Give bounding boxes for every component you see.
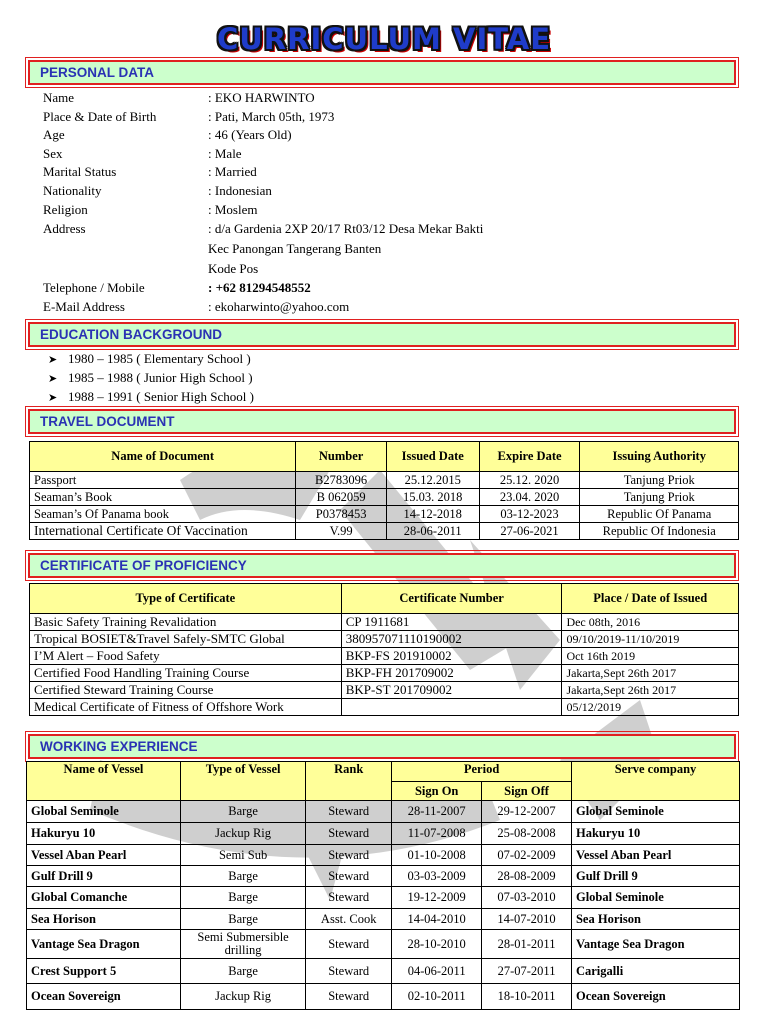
table-cell: Crest Support 5 bbox=[27, 959, 181, 984]
arrow-bullet-icon: ➤ bbox=[48, 354, 58, 366]
table-cell: B2783096 bbox=[296, 472, 386, 489]
table-cell: 03-03-2009 bbox=[392, 866, 482, 887]
table-header-row bbox=[30, 442, 739, 472]
table-cell: Jackup Rig bbox=[180, 984, 305, 1010]
table-cell: Ocean Sovereign bbox=[27, 984, 181, 1010]
section-certificate-of-proficiency: CERTIFICATE OF PROFICIENCY bbox=[28, 553, 736, 578]
table-cell: 03-12-2023 bbox=[479, 506, 580, 523]
table-cell: Certified Steward Training Course bbox=[30, 682, 342, 699]
table-cell: 04-06-2011 bbox=[392, 959, 482, 984]
personal-value: : ekoharwinto@yahoo.com bbox=[208, 299, 350, 314]
personal-value: : d/a Gardenia 2XP 20/17 Rt03/12 Desa Mekar Bakti bbox=[208, 221, 484, 236]
table-cell: Semi Sub bbox=[180, 845, 305, 866]
table-row bbox=[27, 959, 740, 984]
personal-label: Religion bbox=[43, 202, 88, 217]
table-cell: Global Seminole bbox=[27, 801, 181, 823]
table-cell: 14-07-2010 bbox=[482, 909, 572, 930]
table-cell: 01-10-2008 bbox=[392, 845, 482, 866]
personal-label: Telephone / Mobile bbox=[43, 280, 145, 295]
table-cell: Barge bbox=[180, 866, 305, 887]
table-cell bbox=[341, 699, 562, 716]
table-cell: Barge bbox=[180, 801, 305, 823]
table-cell: Seaman’s Of Panama book bbox=[30, 506, 296, 523]
education-text: 1985 – 1988 ( Junior High School ) bbox=[68, 370, 253, 385]
table-cell: Republic Of Panama bbox=[580, 506, 739, 523]
table-cell: 29-12-2007 bbox=[482, 801, 572, 823]
table-cell: BKP-ST 201709002 bbox=[341, 682, 562, 699]
personal-value: : Pati, March 05th, 1973 bbox=[208, 109, 335, 124]
table-header-row bbox=[27, 762, 740, 782]
table-cell: Barge bbox=[180, 959, 305, 984]
table-cell: Steward bbox=[306, 866, 392, 887]
certificate-table bbox=[29, 583, 739, 716]
table-cell: Steward bbox=[306, 887, 392, 909]
personal-value: : EKO HARWINTO bbox=[208, 90, 315, 105]
table-header: Expire Date bbox=[479, 442, 580, 472]
table-cell: Semi Submersible drilling bbox=[180, 930, 305, 959]
table-cell: Gulf Drill 9 bbox=[27, 866, 181, 887]
table-cell: 14-12-2018 bbox=[386, 506, 479, 523]
table-header: Type of Vessel bbox=[180, 762, 305, 801]
section-working-experience: WORKING EXPERIENCE bbox=[28, 734, 736, 759]
education-item bbox=[48, 388, 254, 407]
table-cell: 28-08-2009 bbox=[482, 866, 572, 887]
table-header: Issuing Authority bbox=[580, 442, 739, 472]
table-cell: 27-06-2021 bbox=[479, 523, 580, 540]
table-subheader: Sign On bbox=[392, 782, 482, 801]
table-cell: BKP-FS 201910002 bbox=[341, 648, 562, 665]
table-cell: International Certificate Of Vaccination bbox=[30, 523, 296, 540]
table-cell: Vantage Sea Dragon bbox=[27, 930, 181, 959]
table-cell: Jackup Rig bbox=[180, 823, 305, 845]
table-cell: Carigalli bbox=[571, 959, 739, 984]
table-row bbox=[27, 984, 740, 1010]
table-row bbox=[30, 614, 739, 631]
table-cell: BKP-FH 201709002 bbox=[341, 665, 562, 682]
table-cell: 09/10/2019-11/10/2019 bbox=[562, 631, 739, 648]
table-cell: Passport bbox=[30, 472, 296, 489]
table-cell: Hakuryu 10 bbox=[27, 823, 181, 845]
table-cell: Tanjung Priok bbox=[580, 472, 739, 489]
table-cell: Oct 16th 2019 bbox=[562, 648, 739, 665]
table-cell: Steward bbox=[306, 845, 392, 866]
table-cell: B 062059 bbox=[296, 489, 386, 506]
table-cell: 23.04. 2020 bbox=[479, 489, 580, 506]
table-cell: Vantage Sea Dragon bbox=[571, 930, 739, 959]
table-row bbox=[30, 523, 739, 540]
personal-value: Kec Panongan Tangerang Banten bbox=[208, 241, 382, 256]
table-cell: Global Seminole bbox=[571, 801, 739, 823]
table-cell: Sea Horison bbox=[571, 909, 739, 930]
personal-value: Kode Pos bbox=[208, 261, 259, 276]
table-header-row bbox=[30, 584, 739, 614]
working-experience-table bbox=[26, 761, 740, 1010]
table-header: Issued Date bbox=[386, 442, 479, 472]
table-cell: Sea Horison bbox=[27, 909, 181, 930]
table-cell: Gulf Drill 9 bbox=[571, 866, 739, 887]
table-cell: Steward bbox=[306, 984, 392, 1010]
table-cell: 11-07-2008 bbox=[392, 823, 482, 845]
table-cell: Vessel Aban Pearl bbox=[571, 845, 739, 866]
table-row bbox=[27, 823, 740, 845]
table-cell: 02-10-2011 bbox=[392, 984, 482, 1010]
education-text: 1980 – 1985 ( Elementary School ) bbox=[68, 351, 251, 366]
table-cell: Jakarta,Sept 26th 2017 bbox=[562, 682, 739, 699]
section-education: EDUCATION BACKGROUND bbox=[28, 322, 736, 347]
table-cell: Barge bbox=[180, 887, 305, 909]
table-cell: Global Comanche bbox=[27, 887, 181, 909]
table-cell: P0378453 bbox=[296, 506, 386, 523]
table-header: Type of Certificate bbox=[30, 584, 342, 614]
personal-value: : Male bbox=[208, 146, 242, 161]
personal-value: : Married bbox=[208, 164, 257, 179]
table-row bbox=[30, 648, 739, 665]
table-cell: Steward bbox=[306, 823, 392, 845]
table-row bbox=[27, 909, 740, 930]
table-cell: Barge bbox=[180, 909, 305, 930]
table-cell: 27-07-2011 bbox=[482, 959, 572, 984]
table-header: Rank bbox=[306, 762, 392, 801]
table-row bbox=[27, 930, 740, 959]
table-cell: Seaman’s Book bbox=[30, 489, 296, 506]
table-cell: 15.03. 2018 bbox=[386, 489, 479, 506]
personal-label: Age bbox=[43, 127, 65, 142]
table-cell: Asst. Cook bbox=[306, 909, 392, 930]
table-header: Period bbox=[392, 762, 572, 782]
table-cell: Tropical BOSIET&Travel Safely-SMTC Global bbox=[30, 631, 342, 648]
table-row bbox=[30, 631, 739, 648]
education-text: 1988 – 1991 ( Senior High School ) bbox=[68, 389, 254, 404]
table-cell: Global Seminole bbox=[571, 887, 739, 909]
table-header: Number bbox=[296, 442, 386, 472]
personal-value: : Indonesian bbox=[208, 183, 272, 198]
table-row bbox=[30, 472, 739, 489]
education-item bbox=[48, 350, 254, 369]
section-personal-data: PERSONAL DATA bbox=[28, 60, 736, 85]
table-row bbox=[30, 682, 739, 699]
travel-document-table bbox=[29, 441, 739, 540]
table-cell: 25.12.2015 bbox=[386, 472, 479, 489]
arrow-bullet-icon: ➤ bbox=[48, 373, 58, 385]
table-cell: 28-06-2011 bbox=[386, 523, 479, 540]
table-cell: Steward bbox=[306, 801, 392, 823]
table-cell: 19-12-2009 bbox=[392, 887, 482, 909]
table-cell: 25-08-2008 bbox=[482, 823, 572, 845]
table-cell: V.99 bbox=[296, 523, 386, 540]
table-row bbox=[30, 489, 739, 506]
personal-label: Marital Status bbox=[43, 164, 117, 179]
personal-label: Sex bbox=[43, 146, 63, 161]
table-cell: 18-10-2011 bbox=[482, 984, 572, 1010]
table-cell: 25.12. 2020 bbox=[479, 472, 580, 489]
arrow-bullet-icon: ➤ bbox=[48, 392, 58, 404]
table-cell: CP 1911681 bbox=[341, 614, 562, 631]
table-cell: 28-01-2011 bbox=[482, 930, 572, 959]
table-cell: 14-04-2010 bbox=[392, 909, 482, 930]
table-cell: Hakuryu 10 bbox=[571, 823, 739, 845]
table-cell: Basic Safety Training Revalidation bbox=[30, 614, 342, 631]
table-header: Certificate Number bbox=[341, 584, 562, 614]
table-header: Name of Document bbox=[30, 442, 296, 472]
table-cell: Ocean Sovereign bbox=[571, 984, 739, 1010]
table-cell: Vessel Aban Pearl bbox=[27, 845, 181, 866]
table-cell: 380957071110190002 bbox=[341, 631, 562, 648]
table-row bbox=[27, 887, 740, 909]
table-cell: Republic Of Indonesia bbox=[580, 523, 739, 540]
table-header: Name of Vessel bbox=[27, 762, 181, 801]
table-cell: Certified Food Handling Training Course bbox=[30, 665, 342, 682]
table-cell: I’M Alert – Food Safety bbox=[30, 648, 342, 665]
table-subheader: Sign Off bbox=[482, 782, 572, 801]
table-row bbox=[27, 801, 740, 823]
table-cell: Steward bbox=[306, 959, 392, 984]
table-row bbox=[30, 665, 739, 682]
table-cell: 28-11-2007 bbox=[392, 801, 482, 823]
personal-label: E-Mail Address bbox=[43, 299, 125, 314]
personal-label: Nationality bbox=[43, 183, 102, 198]
personal-label: Name bbox=[43, 90, 75, 105]
table-cell: 07-02-2009 bbox=[482, 845, 572, 866]
table-cell: Medical Certificate of Fitness of Offshore Work bbox=[30, 699, 342, 716]
education-item bbox=[48, 369, 254, 388]
personal-value: : +62 81294548552 bbox=[208, 280, 311, 295]
page-title: CURRICULUM VITAE bbox=[216, 22, 552, 56]
table-cell: Jakarta,Sept 26th 2017 bbox=[562, 665, 739, 682]
table-header: Serve company bbox=[571, 762, 739, 801]
table-row bbox=[30, 699, 739, 716]
education-list bbox=[48, 350, 254, 407]
personal-label: Address bbox=[43, 221, 86, 236]
personal-value: : Moslem bbox=[208, 202, 258, 217]
personal-label: Place & Date of Birth bbox=[43, 109, 157, 124]
table-row bbox=[30, 506, 739, 523]
table-cell: Dec 08th, 2016 bbox=[562, 614, 739, 631]
table-cell: Tanjung Priok bbox=[580, 489, 739, 506]
table-cell: 05/12/2019 bbox=[562, 699, 739, 716]
table-cell: 28-10-2010 bbox=[392, 930, 482, 959]
table-cell: Steward bbox=[306, 930, 392, 959]
table-row bbox=[27, 866, 740, 887]
personal-value: : 46 (Years Old) bbox=[208, 127, 292, 142]
table-header: Place / Date of Issued bbox=[562, 584, 739, 614]
section-travel-document: TRAVEL DOCUMENT bbox=[28, 409, 736, 434]
table-cell: 07-03-2010 bbox=[482, 887, 572, 909]
table-row bbox=[27, 845, 740, 866]
